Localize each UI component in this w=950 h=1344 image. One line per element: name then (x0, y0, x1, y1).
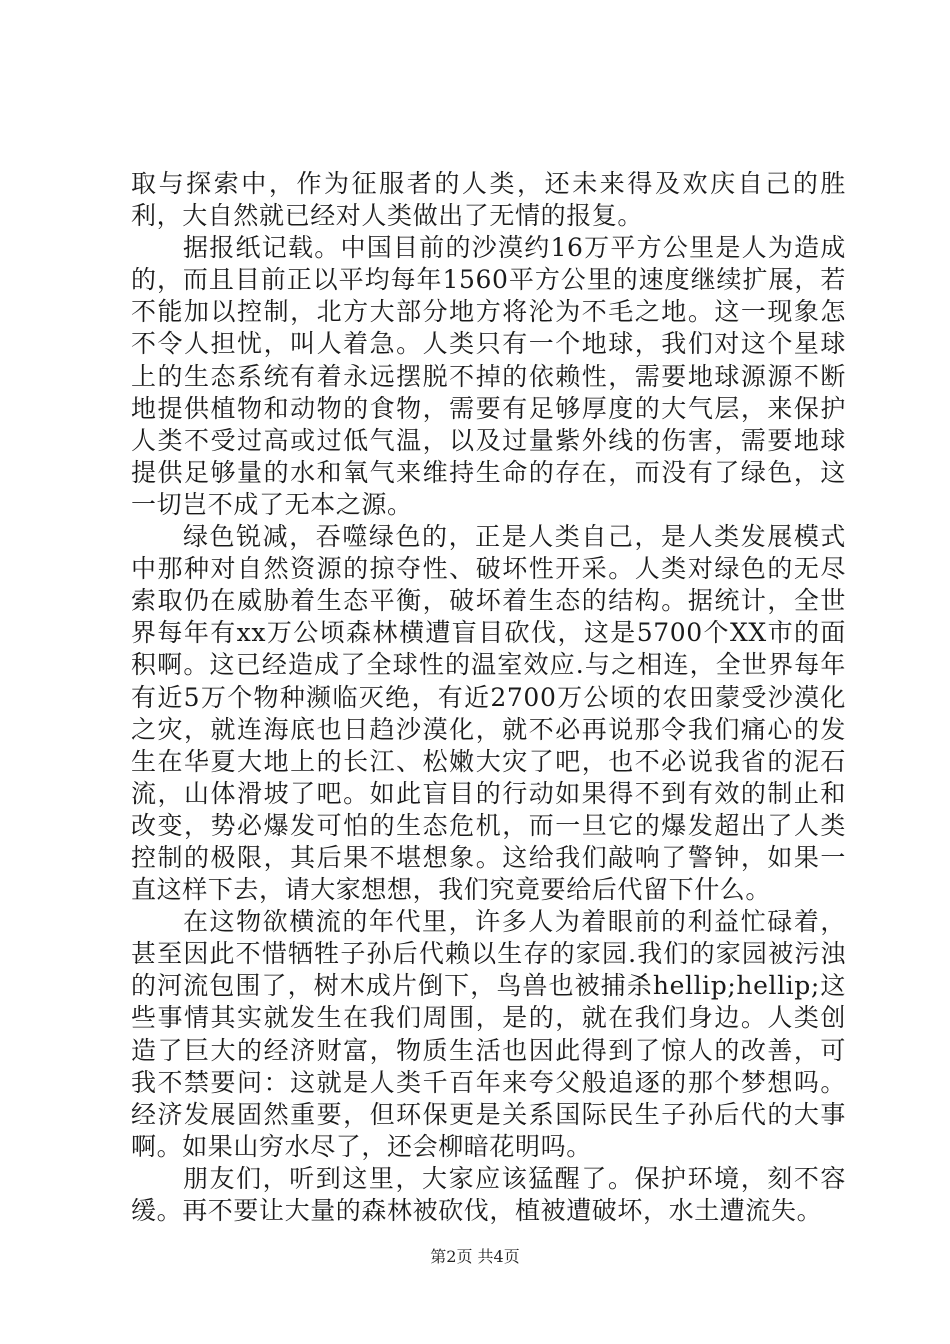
paragraph-call-to-action: 朋友们，听到这里，大家应该猛醒了。保护环境，刻不容缓。再不要让大量的森林被砍伐，植被遭破坏，水土遭流失。 (131, 1163, 846, 1225)
page-footer: 第2页 共4页 (430, 1247, 520, 1266)
paragraph-materialism: 在这物欲横流的年代里，许多人为着眼前的利益忙碌着，甚至因此不惜牺牲子孙后代赖以生存的家园.我们的家园被污浊的河流包围了，树木成片倒下，鸟兽也被捕杀hellip;hellip;这些事情其实就发生在我们周围，是的，就在我们身边。人类创造了巨大的经济财富，物质生活也因此得到了惊人的改善，可我不禁要问：这就是人类千百年来夸父般追逐的那个梦想吗。经济发展固然重要，但环保更是关系国际民生子孙后代的大事啊。如果山穷水尽了，还会柳暗花明吗。 (131, 907, 846, 1161)
paragraph-continuation: 取与探索中，作为征服者的人类，还未来得及欢庆自己的胜利，大自然就已经对人类做出了无情的报复。 (131, 169, 846, 231)
document-body (131, 168, 846, 1227)
paragraph-desert: 据报纸记载。中国目前的沙漠约16万平方公里是人为造成的，而且目前正以平均每年1560平方公里的速度继续扩展，若不能加以控制，北方大部分地方将沦为不毛之地。这一现象怎不令人担忧，叫人着急。人类只有一个地球，我们对这个星球上的生态系统有着永远摆脱不掉的依赖性，需要地球源源不断地提供植物和动物的食物，需要有足够厚度的大气层，来保护人类不受过高或过低气温，以及过量紫外线的伤害，需要地球提供足够量的水和氧气来维持生命的存在，而没有了绿色，这一切岂不成了无本之源。 (131, 233, 846, 519)
paragraph-green-loss: 绿色锐减，吞噬绿色的，正是人类自己，是人类发展模式中那种对自然资源的掠夺性、破坏性开采。人类对绿色的无尽索取仍在威胁着生态平衡，破坏着生态的结构。据统计，全世界每年有xx万公顷森林横遭盲目砍伐，这是5700个XX市的面积啊。这已经造成了全球性的温室效应.与之相连，全世界每年有近5万个物种濒临灭绝，有近2700万公顷的农田蒙受沙漠化之灾，就连海底也日趋沙漠化，就不必再说那令我们痛心的发生在华夏大地上的长江、松嫩大灾了吧，也不必说我省的泥石流，山体滑坡了吧。如此盲目的行动如果得不到有效的制止和改变，势必爆发可怕的生态危机，而一旦它的爆发超出了人类控制的极限，其后果不堪想象。这给我们敲响了警钟，如果一直这样下去，请大家想想，我们究竟要给后代留下什么。 (131, 522, 846, 905)
